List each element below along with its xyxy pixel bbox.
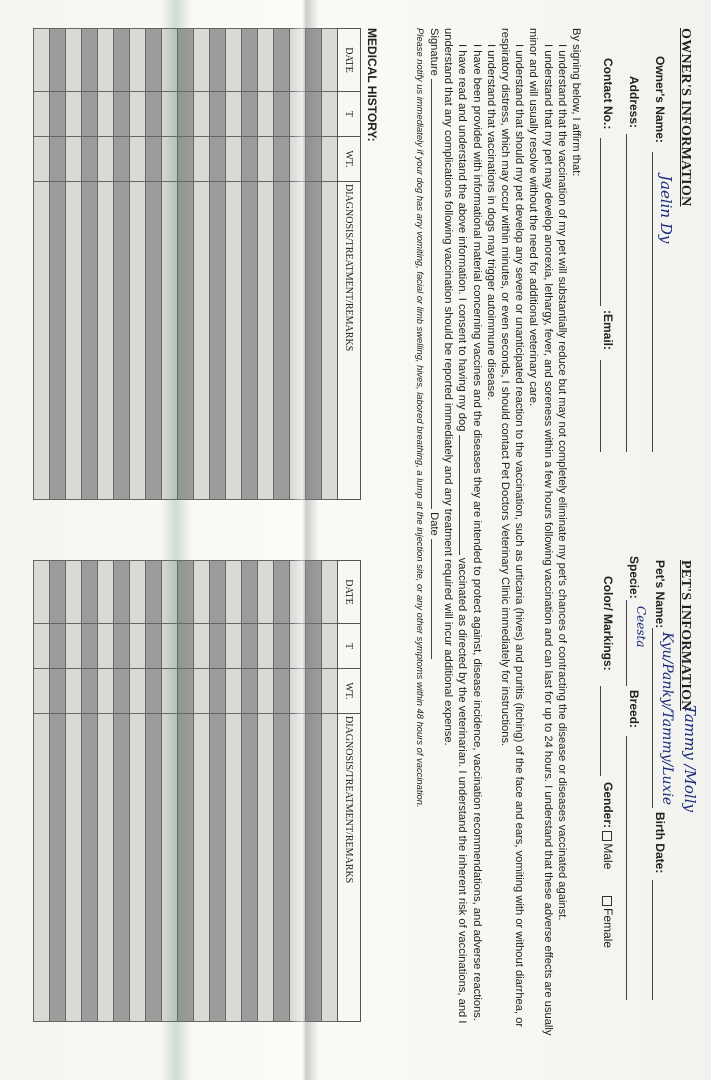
table-cell[interactable]: [242, 182, 258, 500]
table-cell[interactable]: [34, 29, 50, 92]
table-cell[interactable]: [242, 561, 258, 624]
male-checkbox[interactable]: [602, 831, 612, 841]
table-row: [34, 561, 50, 1022]
birth-date-line: [652, 880, 667, 1000]
signature-row: [427, 28, 441, 1058]
table-cell[interactable]: [66, 29, 82, 92]
consent-p2: I understand that my pet may develop anorexia, lethargy, fever, and soreness within a few hours following vaccination and can last for up to 24 hours. I understand that these adverse effects are usually minor and will usually resolve without the need for additional veterinary care.: [527, 28, 554, 1036]
table-cell[interactable]: [50, 182, 66, 500]
table-row: [50, 561, 66, 1022]
table-cell[interactable]: [130, 624, 146, 669]
gender-label-text: Gender:: [601, 782, 615, 829]
table-cell[interactable]: [274, 92, 290, 137]
table-cell[interactable]: [242, 714, 258, 1022]
consent-p6b: vaccinated as directed by the veterinarian. I understand the inherent risk of vaccinations, and I understand that any complications following vaccination should be reported immediately and any treatment required will incur additional expense.: [442, 28, 469, 1024]
table-cell[interactable]: [98, 92, 114, 137]
signature-label: Signature: [427, 28, 440, 76]
table-cell[interactable]: [194, 669, 210, 714]
table-cell[interactable]: [34, 624, 50, 669]
table-cell[interactable]: [50, 137, 66, 182]
table-cell[interactable]: [258, 182, 274, 500]
medical-history-title: MEDICAL HISTORY:: [365, 28, 379, 142]
table-cell[interactable]: [322, 29, 338, 92]
table-cell[interactable]: [322, 714, 338, 1022]
table-cell[interactable]: [258, 29, 274, 92]
table-cell[interactable]: [210, 29, 226, 92]
table-row: [130, 29, 146, 500]
table-row: [34, 29, 50, 500]
table-cell[interactable]: [98, 561, 114, 624]
col-weight: WT.: [338, 669, 361, 714]
table-cell[interactable]: [194, 137, 210, 182]
table-cell[interactable]: [82, 561, 98, 624]
table-cell[interactable]: [146, 624, 162, 669]
table-cell[interactable]: [226, 29, 242, 92]
table-cell[interactable]: [210, 182, 226, 500]
table-row: [114, 561, 130, 1022]
table-cell[interactable]: [82, 92, 98, 137]
table-cell[interactable]: [114, 182, 130, 500]
table-cell[interactable]: [210, 137, 226, 182]
col-remarks: DIAGNOSIS/TREATMENT/REMARKS: [338, 714, 361, 1022]
table-cell[interactable]: [66, 669, 82, 714]
table-cell[interactable]: [242, 137, 258, 182]
female-checkbox[interactable]: [602, 896, 612, 906]
table-row: [130, 561, 146, 1022]
table-cell[interactable]: [130, 29, 146, 92]
pet-header-handwriting: Tammy /Molly: [681, 705, 699, 812]
table-cell[interactable]: [50, 561, 66, 624]
date-line: [431, 539, 432, 659]
table-cell[interactable]: [210, 669, 226, 714]
consent-text: [413, 28, 583, 1058]
table-row: [194, 561, 210, 1022]
table-cell[interactable]: [50, 29, 66, 92]
table-cell[interactable]: [82, 182, 98, 500]
table-cell[interactable]: [258, 561, 274, 624]
table-cell[interactable]: [114, 624, 130, 669]
table-cell[interactable]: [34, 714, 50, 1022]
consent-p3: I understand that should my pet develop any severe or unanticipated reaction to the vaccination, such as urticaria (hives) and pruritis (itching) of the face and ears, vomiting with or without diarrhea, or respiratory distress, which may occur within minutes, or even seconds, I should contact Pet Doctors Veterinary Clinic immediately for instructions.: [498, 28, 526, 1028]
table-row: [226, 561, 242, 1022]
gender-label: [601, 782, 615, 948]
table-cell[interactable]: [194, 561, 210, 624]
table-cell[interactable]: [146, 182, 162, 500]
table-cell[interactable]: [258, 137, 274, 182]
table-cell[interactable]: [66, 714, 82, 1022]
table-cell[interactable]: [322, 561, 338, 624]
color-markings-label: Color/ Markings:: [601, 576, 615, 671]
table-cell[interactable]: [146, 137, 162, 182]
table-row: [82, 29, 98, 500]
breed-label: Breed:: [627, 690, 641, 729]
table-cell[interactable]: [66, 137, 82, 182]
table-row: [322, 29, 338, 500]
email-label: :Email:: [601, 310, 615, 351]
table-cell[interactable]: [274, 624, 290, 669]
table-cell[interactable]: [322, 669, 338, 714]
table-cell[interactable]: [274, 714, 290, 1022]
col-remarks: DIAGNOSIS/TREATMENT/REMARKS: [338, 182, 361, 500]
table-cell[interactable]: [210, 624, 226, 669]
table-cell[interactable]: [50, 624, 66, 669]
table-cell[interactable]: [146, 561, 162, 624]
email-line: [600, 360, 615, 452]
table-row: [322, 561, 338, 1022]
male-label: Male: [601, 843, 615, 870]
table-cell[interactable]: [66, 182, 82, 500]
table-row: [226, 29, 242, 500]
table-cell[interactable]: [98, 137, 114, 182]
table-cell[interactable]: [258, 669, 274, 714]
table-row: [242, 561, 258, 1022]
consent-p6: [441, 28, 469, 1058]
table-cell[interactable]: [82, 714, 98, 1022]
consent-intro: By signing below, I affirm that:: [570, 28, 582, 177]
table-cell[interactable]: [114, 714, 130, 1022]
consent-p6a: I have read and understand the above information. I consent to having my dog: [456, 44, 469, 432]
table-row: [66, 29, 82, 500]
table-row: [66, 561, 82, 1022]
table-cell[interactable]: [130, 669, 146, 714]
table-cell[interactable]: [274, 29, 290, 92]
breed-line: [626, 736, 641, 1000]
table-cell[interactable]: [210, 561, 226, 624]
table-cell[interactable]: [322, 92, 338, 137]
date-label: Date: [427, 512, 440, 536]
table-cell[interactable]: [226, 182, 242, 500]
table-cell[interactable]: [226, 92, 242, 137]
table-cell[interactable]: [114, 29, 130, 92]
table-cell[interactable]: [130, 561, 146, 624]
table-cell[interactable]: [34, 669, 50, 714]
address-label: Address:: [627, 76, 641, 129]
table-cell[interactable]: [322, 182, 338, 500]
table-cell[interactable]: [258, 714, 274, 1022]
table-cell[interactable]: [98, 182, 114, 500]
col-weight: WT.: [338, 137, 361, 182]
table-cell[interactable]: [274, 182, 290, 500]
table-header-row: [338, 29, 361, 500]
table-cell[interactable]: [226, 561, 242, 624]
female-label: Female: [601, 908, 615, 949]
address-line: [626, 134, 641, 452]
table-cell[interactable]: [98, 624, 114, 669]
table-cell[interactable]: [50, 714, 66, 1022]
paper-crease: [291, 0, 319, 1080]
col-temp: T: [338, 92, 361, 137]
table-cell[interactable]: [130, 137, 146, 182]
table-cell[interactable]: [194, 92, 210, 137]
table-cell[interactable]: [226, 624, 242, 669]
table-cell[interactable]: [114, 137, 130, 182]
signature-line: [431, 79, 432, 509]
table-cell[interactable]: [210, 714, 226, 1022]
table-row: [210, 29, 226, 500]
consent-p1: I understand that the vaccination of my pet will substantially reduce but may not completely eliminate my pet's chances of contracting the disease or diseases vaccinated against.: [555, 44, 568, 921]
table-cell[interactable]: [146, 92, 162, 137]
table-row: [210, 561, 226, 1022]
table-cell[interactable]: [114, 561, 130, 624]
pet-info-header: PET'S INFORMATION: [678, 560, 693, 711]
table-row: [258, 29, 274, 500]
table-cell[interactable]: [130, 92, 146, 137]
col-date: DATE: [338, 561, 361, 624]
table-cell[interactable]: [98, 714, 114, 1022]
table-row: [98, 29, 114, 500]
table-row: [146, 561, 162, 1022]
table-row: [274, 561, 290, 1022]
table-row: [114, 29, 130, 500]
table-cell[interactable]: [34, 92, 50, 137]
table-cell[interactable]: [194, 182, 210, 500]
col-temp: T: [338, 624, 361, 669]
table-cell[interactable]: [242, 624, 258, 669]
owner-info-header: OWNER'S INFORMATION: [678, 28, 693, 207]
table-cell[interactable]: [146, 714, 162, 1022]
table-cell[interactable]: [66, 624, 82, 669]
table-cell[interactable]: [82, 137, 98, 182]
table-cell[interactable]: [226, 714, 242, 1022]
owner-name-label: Owner's Name:: [653, 56, 667, 143]
table-row: [82, 561, 98, 1022]
specie-value: Ceesta: [634, 606, 648, 648]
table-cell[interactable]: [258, 92, 274, 137]
table-cell[interactable]: [130, 714, 146, 1022]
table-cell[interactable]: [130, 182, 146, 500]
color-markings-line: [600, 686, 615, 776]
table-cell[interactable]: [210, 92, 226, 137]
consent-p4: I understand that vaccinations in dogs may trigger autoimmune disease.: [484, 44, 497, 401]
table-cell[interactable]: [226, 669, 242, 714]
specie-label: Specie:: [627, 556, 641, 599]
table-cell[interactable]: [50, 92, 66, 137]
table-row: [242, 29, 258, 500]
table-cell[interactable]: [34, 561, 50, 624]
table-cell[interactable]: [274, 561, 290, 624]
table-cell[interactable]: [34, 182, 50, 500]
birth-date-label: Birth Date:: [653, 812, 667, 874]
owner-name-value: Jaelin Dy: [657, 175, 675, 244]
table-cell[interactable]: [98, 29, 114, 92]
table-row: [50, 29, 66, 500]
table-cell[interactable]: [274, 669, 290, 714]
table-row: [194, 29, 210, 500]
table-cell[interactable]: [66, 92, 82, 137]
pet-name-value: Kyu/Panky/Tammy/Luxie: [659, 632, 675, 806]
table-cell[interactable]: [194, 624, 210, 669]
table-cell[interactable]: [50, 669, 66, 714]
table-cell[interactable]: [194, 714, 210, 1022]
pet-name-label: Pet's Name:: [653, 560, 667, 629]
table-header-row: [338, 561, 361, 1022]
table-row: [98, 561, 114, 1022]
table-cell[interactable]: [114, 669, 130, 714]
col-date: DATE: [338, 29, 361, 92]
contact-label: Contact No.:: [601, 58, 615, 130]
table-cell[interactable]: [242, 669, 258, 714]
table-cell[interactable]: [66, 561, 82, 624]
table-cell[interactable]: [322, 624, 338, 669]
consent-p5: I have been provided with informational material concerning vaccines and the diseases they are intended to protect against, disease incidence, vaccination recommendations, and adverse reactions.: [470, 44, 483, 1021]
table-cell[interactable]: [242, 29, 258, 92]
table-cell[interactable]: [194, 29, 210, 92]
table-cell[interactable]: [242, 92, 258, 137]
scan-tint-band: [161, 0, 191, 1080]
table-row: [274, 29, 290, 500]
table-cell[interactable]: [274, 137, 290, 182]
notice-text: Please notify us immediately if your dog has any vomiting, facial or limb swelling, hives, labored breathing, a lump at the injection site, or any other symptoms within 48 hours of vaccination.: [414, 28, 426, 808]
table-cell[interactable]: [258, 624, 274, 669]
table-cell[interactable]: [146, 669, 162, 714]
table-cell[interactable]: [146, 29, 162, 92]
table-cell[interactable]: [98, 669, 114, 714]
table-cell[interactable]: [322, 137, 338, 182]
table-row: [258, 561, 274, 1022]
table-cell[interactable]: [82, 29, 98, 92]
table-cell[interactable]: [226, 137, 242, 182]
table-row: [146, 29, 162, 500]
table-cell[interactable]: [82, 624, 98, 669]
table-cell[interactable]: [114, 92, 130, 137]
dog-name-line: [459, 435, 460, 555]
table-cell[interactable]: [34, 137, 50, 182]
table-cell[interactable]: [82, 669, 98, 714]
contact-line: [600, 138, 615, 306]
